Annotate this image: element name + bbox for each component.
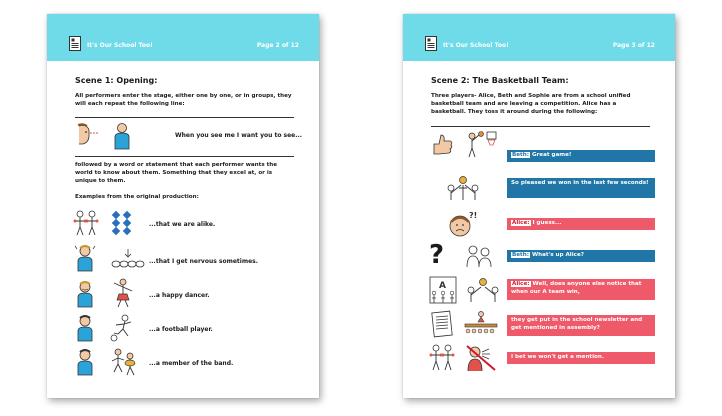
team-celebration-icon — [465, 276, 501, 304]
page-number: Page 2 of 12 — [256, 42, 299, 49]
scene-title: Scene 2: The Basketball Team: — [431, 76, 569, 85]
football-player-icon — [109, 314, 137, 342]
speaker-label: Beth: — [512, 152, 529, 158]
divider — [75, 117, 294, 118]
dialogue-text: Great game! — [531, 152, 572, 158]
document-title: It's Our School Too! — [87, 42, 153, 49]
worried-face-icon — [447, 210, 477, 238]
basketball-hoop-icon — [465, 130, 497, 158]
divider — [431, 126, 650, 127]
example-4: ...a football player. — [149, 326, 213, 333]
divider — [75, 156, 294, 157]
dialogue-line-7 — [507, 352, 655, 364]
scene-title: Scene 1: Opening: — [75, 76, 158, 85]
scene-intro: All performers enter the stage, either one by one, or in groups, they will each repeat the following line: — [75, 93, 292, 108]
dialogue-line-1 — [507, 150, 655, 162]
document-icon — [69, 36, 81, 51]
speaker-label: Alice: — [512, 281, 530, 287]
band-icon — [109, 348, 139, 376]
dialogue-line-6 — [507, 315, 655, 336]
scene-intro: Three players- Alice, Beth and Sophie are from a school unified basketball team and are leaving a competition. Alice has a basketball. They toss it around during the following: — [431, 93, 631, 116]
question-mark-icon: ? — [429, 240, 445, 270]
discussion-icon — [465, 244, 495, 268]
dialogue-line-5 — [507, 279, 655, 300]
example-1: ...that we are alike. — [149, 221, 216, 228]
example-2: ...that I get nervous sometimes. — [149, 258, 259, 265]
dialogue-text: I guess... — [532, 220, 562, 226]
person-icon — [73, 314, 97, 342]
dialogue-line-2 — [507, 178, 655, 198]
assembly-icon — [463, 310, 499, 338]
speaker-label: Alice: — [512, 220, 530, 226]
script-page-2 — [47, 14, 319, 398]
example-5: ...a member of the band. — [149, 360, 234, 367]
dancer-icon — [111, 278, 135, 308]
no-mention-icon — [465, 344, 497, 372]
dialogue-text: What's up Alice? — [531, 252, 584, 258]
person-icon — [73, 348, 97, 376]
pair-people-icon — [73, 210, 99, 236]
dialogue-text: So pleased we won in the last few seconds! — [511, 180, 649, 186]
document-title: It's Our School Too! — [443, 42, 509, 49]
nervous-person-icon — [73, 244, 97, 272]
speaker-label: Beth: — [512, 252, 529, 258]
dialogue-text: they get put in the school newsletter and get mentioned in assembly? — [511, 317, 643, 331]
dialogue-line-3 — [507, 218, 655, 230]
page-number: Page 3 of 12 — [612, 42, 655, 49]
dots-pattern-icon — [111, 210, 135, 236]
thumbs-up-icon — [429, 132, 455, 158]
happy-person-icon — [73, 280, 97, 308]
dialogue-line-4 — [507, 250, 655, 262]
examples-label: Examples from the original production: — [75, 194, 199, 200]
repeated-line: When you see me I want you to see... — [175, 132, 303, 139]
pair-people-icon — [429, 344, 455, 372]
dialogue-text: I bet we won't get a mention. — [511, 354, 604, 360]
followup-text: followed by a word or statement that each performer wants the world to know about them. Something that they excel at, or is unique to them. — [75, 162, 278, 185]
page-header — [47, 14, 319, 61]
dialogue-text: Well, does anyone else notice that when our A team win, — [511, 281, 642, 295]
team-a-icon — [429, 276, 457, 304]
person-icon — [111, 122, 133, 150]
newsletter-icon — [431, 310, 455, 338]
letter-a: A — [439, 281, 446, 291]
example-3: ...a happy dancer. — [149, 292, 210, 299]
document-icon — [425, 36, 437, 51]
butterflies-icon — [111, 248, 145, 270]
script-page-3 — [403, 14, 675, 398]
team-celebration-icon — [445, 174, 481, 202]
face-speaking-icon — [75, 122, 101, 148]
question-exclaim-glyph: ?! — [469, 211, 477, 220]
page-header — [403, 14, 675, 61]
